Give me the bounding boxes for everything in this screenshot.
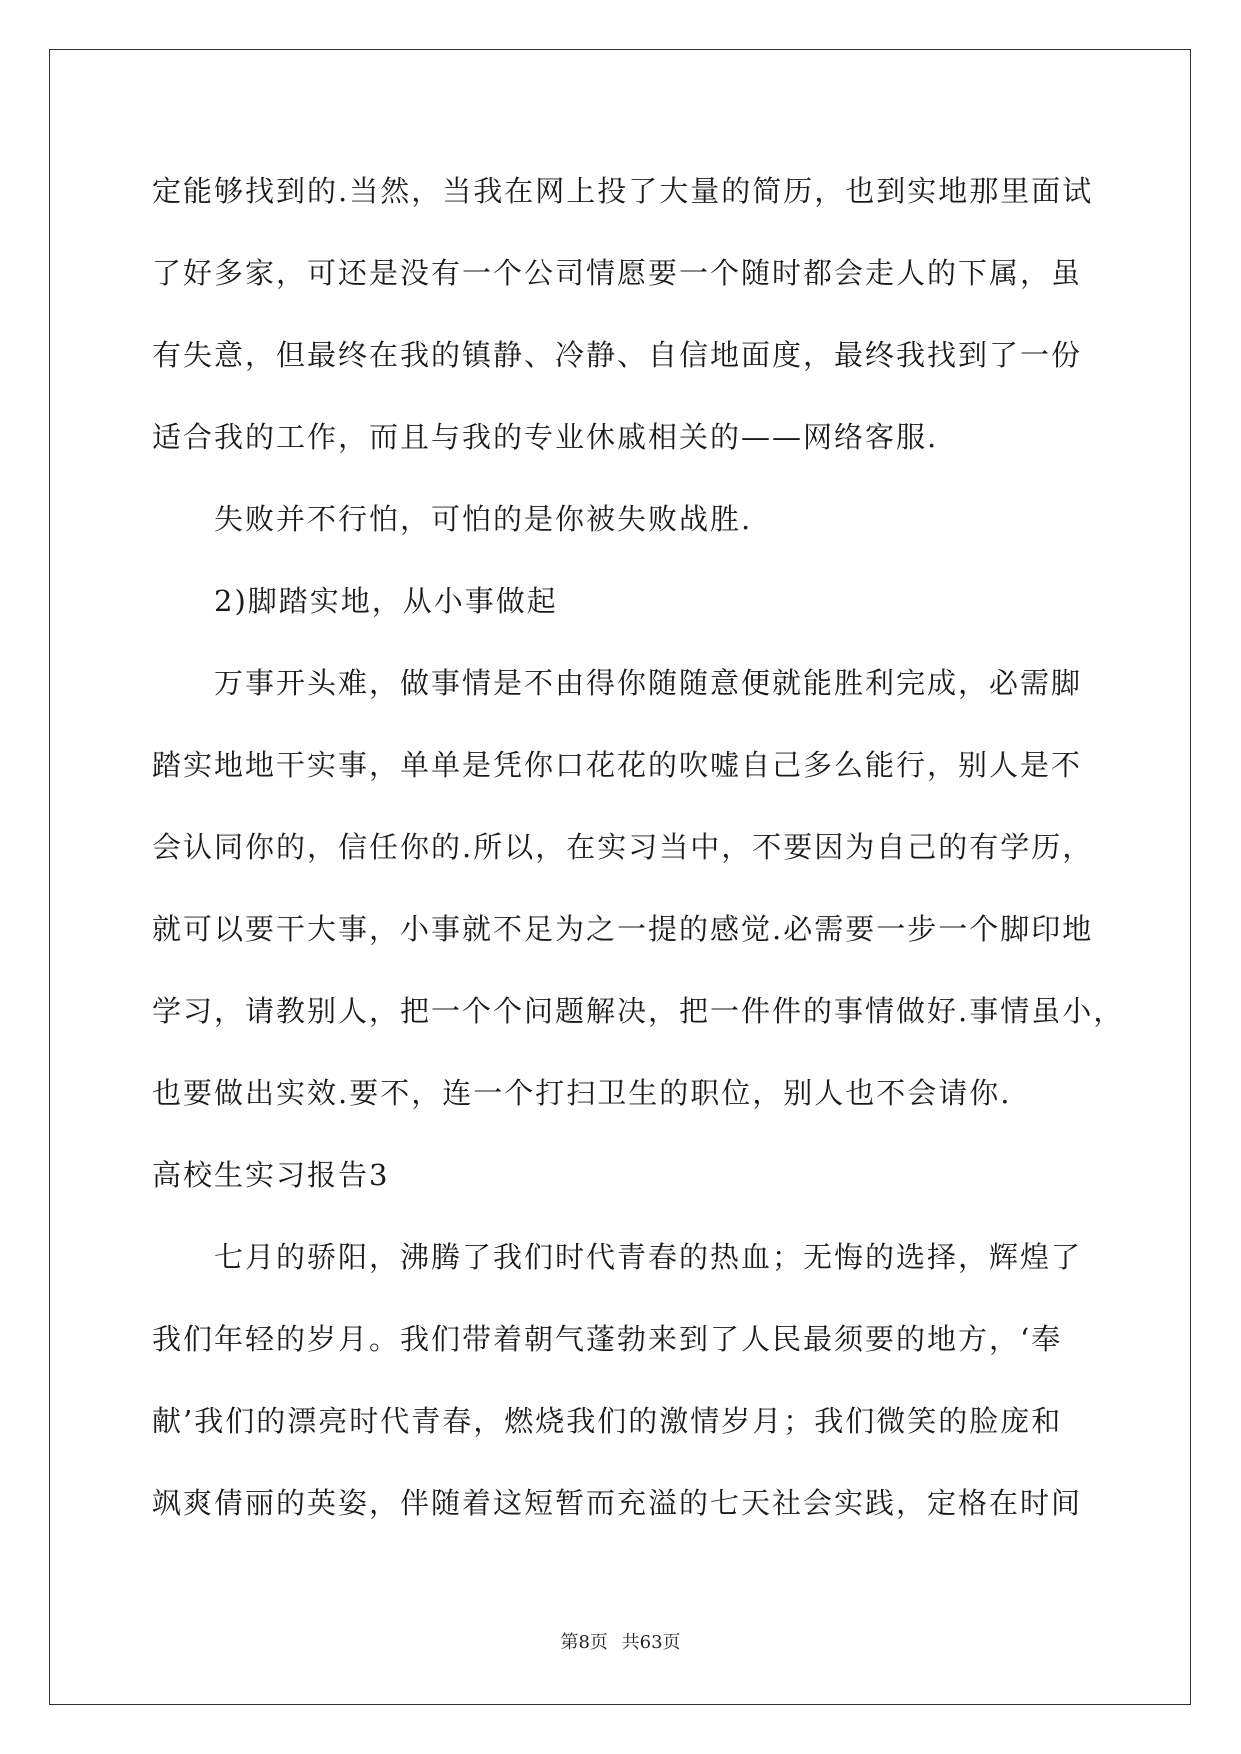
- text-line: 学习，请教别人，把一个个问题解决，把一件件的事情做好.事情虽小，: [152, 994, 1125, 1028]
- text-line: 就可以要干大事，小事就不足为之一提的感觉.必需要一步一个脚印地: [152, 912, 1094, 946]
- text-line: 有失意，但最终在我的镇静、冷静、自信地面度，最终我找到了一份: [152, 338, 1083, 372]
- page-footer: [0, 1628, 1241, 1654]
- section-heading: 2)脚踏实地，从小事做起: [214, 584, 558, 618]
- text-line: 也要做出实效.要不，连一个打扫卫生的职位，别人也不会请你.: [152, 1076, 1012, 1110]
- text-line: 适合我的工作，而且与我的专业休戚相关的——网络客服.: [152, 420, 939, 454]
- text-line: 万事开头难，做事情是不由得你随随意便就能胜利完成，必需脚: [214, 666, 1083, 700]
- text-line: 失败并不行怕，可怕的是你被失败战胜.: [214, 502, 753, 536]
- text-line: 了好多家，可还是没有一个公司情愿要一个随时都会走人的下属，虽: [152, 256, 1083, 290]
- text-line: 会认同你的，信任你的.所以，在实习当中，不要因为自己的有学历，: [152, 830, 1094, 864]
- report-title: 高校生实习报告3: [152, 1158, 390, 1192]
- text-line: 定能够找到的.当然，当我在网上投了大量的简历，也到实地那里面试: [152, 174, 1094, 208]
- text-line: 我们年轻的岁月。我们带着朝气蓬勃来到了人民最须要的地方，‘奉: [152, 1322, 1063, 1356]
- text-line: 踏实地地干实事，单单是凭你口花花的吹嘘自己多么能行，别人是不: [152, 748, 1083, 782]
- total-pages: 共63页: [621, 1632, 681, 1653]
- document-body: [152, 164, 1125, 1558]
- text-line: 献’我们的漂亮时代青春，燃烧我们的激情岁月；我们微笑的脸庞和: [152, 1404, 1063, 1438]
- text-line: 飒爽倩丽的英姿，伴随着这短暂而充溢的七天社会实践，定格在时间: [152, 1486, 1083, 1520]
- page-number: 第8页: [560, 1632, 608, 1653]
- text-line: 七月的骄阳，沸腾了我们时代青春的热血；无悔的选择，辉煌了: [214, 1240, 1083, 1274]
